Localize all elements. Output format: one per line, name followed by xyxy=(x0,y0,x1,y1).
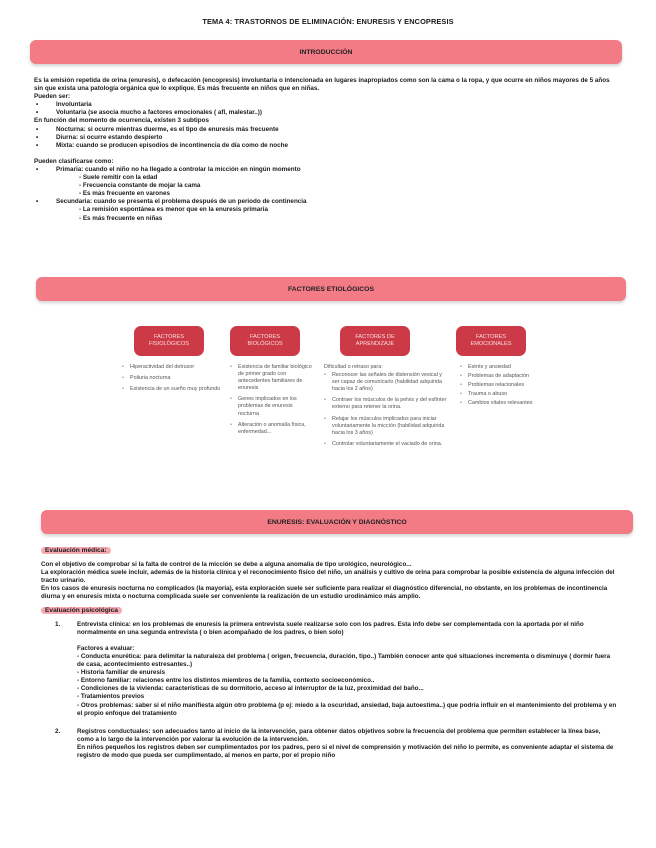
clasificar-label: Pueden clasificarse como: xyxy=(34,157,114,165)
factor-item: • Relajar los músculos implicados para iniciar voluntariamente la micción (habilidad adquirida hacia los 3 años) xyxy=(324,416,448,437)
numbered-item-1 xyxy=(41,621,619,637)
factor-item: • Controlar voluntariamente el vaciado de orina. xyxy=(324,441,448,448)
item-text: Entrevista clínica: en los problemas de enuresis la primera entrevista suele realizarse solo con los padres. Esta info debe ser complementada con la aportada por el niño normalmente en una segunda entrevista ( o bien acompañado de los padres, o bien solo) xyxy=(77,620,584,636)
paragraph: En niños pequeños los registros deben ser cumplimentados por los padres, pero si el nivel de comprensión y motivación del niño lo permite, es conveniente adaptar el sistema de registro de modo que pueda ser cumplimentado, al menos en parte, por el propio niño xyxy=(77,743,614,759)
factor-item: • Existencia de familiar biológico de primer grado con antecedentes familiares de enuresis xyxy=(230,364,312,392)
item-number: 1. xyxy=(55,620,61,628)
factor-item: • Poliuria nocturna xyxy=(122,375,222,382)
evaluacion-psicologica-label: Evaluación psicológica xyxy=(41,607,122,614)
section-title-intro: INTRODUCCIÓN xyxy=(299,48,353,56)
sub-item: - Es más frecuente en varones xyxy=(79,190,170,198)
pueden-ser-label: Pueden ser: xyxy=(34,93,71,101)
sub-item: - Frecuencia constante de mojar la cama xyxy=(79,182,201,190)
factor-evaluar-item: - Otros problemas: saber si el niño manifiesta algún otro problema (p ej: miedo a la oscuridad, ansiedad, baja autoestima..) que podría influir en el mantenimiento del problema y en el propio enfoque del tratamiento xyxy=(77,701,617,717)
list-item-secundaria: • Secundaria: cuando se presenta el problema después de un periodo de continencia xyxy=(34,198,619,206)
factor-box-emocionales: FACTORES EMOCIONALES xyxy=(456,326,526,356)
list-item: • Diurna: si ocurre estando despierto xyxy=(34,134,619,142)
section-banner-factores xyxy=(36,277,626,301)
section-banner-intro xyxy=(30,40,622,64)
evaluacion-medica-label: Evaluación médica: xyxy=(41,547,111,554)
section-banner-evaluacion xyxy=(41,510,633,534)
factor-evaluar-item: - Historia familiar de enuresis xyxy=(77,669,166,677)
factor-item: • Alteración o anomalía física, enfermedad... xyxy=(230,422,312,436)
factores-evaluar-label: Factores a evaluar: xyxy=(77,644,135,652)
sub-item: - Suele remitir con la edad xyxy=(79,174,158,182)
factor-item: • Estrés y ansiedad xyxy=(460,364,560,371)
factor-head: Dificultad o retraso para: xyxy=(324,364,383,370)
item-text: Registros conductuales: son adecuados tanto al inicio de la intervención, para obtener datos objetivos sobre la frecuencia del problema que permiten establecer la línea base, como a lo largo de la intervención por valorar la evolución de la intervención. xyxy=(77,727,601,743)
paragraph: La exploración médica suele incluir, además de la historia clínica y el reconocimiento físico del niño, un análisis y cultivo de orina para comprobar la posible existencia de alguna infección del tracto urinario. xyxy=(41,569,615,585)
numbered-item-2 xyxy=(41,728,619,744)
factor-list-fisiologicos xyxy=(122,364,222,397)
intro-paragraph: Es la emisión repetida de orina (enuresis), o defecación (encopresis) involuntaria o intencionada en lugares inapropiados como son la cama o la ropa, y que ocurre en niños mayores de 5 años sin que exista una patología orgánica que lo explique. Es más frecuente en niños que en niñas. xyxy=(34,77,610,93)
factor-item: • Reconocer las señales de distensión vesical y ser capaz de comunicarlo (habilidad adquirida hacia los 2 años) xyxy=(324,372,448,393)
factor-evaluar-item: - Conducta enurética: para delimitar la naturaleza del problema ( origen, frecuencia, duración, tipo..) También conocer ante qué situaciones incrementa o disminuye ( dormir fuera de casa, acontecimiento estresantes..) xyxy=(77,652,611,669)
paragraph: Con el objetivo de comprobar si la falta de control de la micción se debe a alguna anomalía de tipo urológico, neurológico... xyxy=(41,561,412,569)
factor-item: • Contraer los músculos de la pelvis y del esfínter externo para retener la orina. xyxy=(324,397,448,411)
document-title: TEMA 4: TRASTORNOS DE ELIMINACIÓN: ENURESIS Y ENCOPRESIS xyxy=(202,17,454,26)
list-item-primaria: • Primaria: cuando el niño no ha llegado a controlar la micción en ningún momento xyxy=(34,166,619,174)
factor-item: • Problemas de adaptación xyxy=(460,373,560,380)
factor-box-fisiologicos: FACTORES FISIOLÓGICOS xyxy=(134,326,204,356)
factor-item: • Hiperactividad del detrusor xyxy=(122,364,222,371)
factor-box-aprendizaje: FACTORES DE APRENDIZAJE xyxy=(340,326,410,356)
factor-box-biologicos: FACTORES BIOLÓGICOS xyxy=(230,326,300,356)
list-item: • Mixta: cuando se producen episodios de incontinencia de día como de noche xyxy=(34,142,619,150)
factor-list-emocionales xyxy=(460,364,560,409)
item-number: 2. xyxy=(55,727,61,735)
list-item: • Involuntaria xyxy=(34,101,619,109)
factor-list-biologicos xyxy=(230,364,312,440)
list-item: • Nocturna: si ocurre mientras duerme, es el tipo de enuresis más frecuente xyxy=(34,126,619,134)
intro-text xyxy=(34,77,619,223)
paragraph: En los casos de enuresis nocturna no complicados (la mayoría), esta exploración suele ser suficiente para realizar el diagnóstico diferencial, no obstante, en los problemas de incontinencia diurna y en enuresis mixta o nocturna complicada suele ser conveniente la realización de un estudio urodinámico más amplio. xyxy=(41,585,608,601)
evaluacion-text xyxy=(41,547,619,760)
factor-evaluar-item: - Entorno familiar: relaciones entre los distintos miembros de la familia, contexto socioeconómico.. xyxy=(77,677,375,685)
factor-item: • Genes implicados en los problemas de enuresis nocturna xyxy=(230,396,312,417)
factor-item: • Cambios vitales relevantes xyxy=(460,400,560,407)
factor-evaluar-item: - Tratamientos previos xyxy=(77,693,145,701)
sub-item: - Es más frecuente en niñas xyxy=(79,214,163,222)
factor-evaluar-item: - Condiciones de la vivienda: características de su dormitorio, acceso al interruptor de la luz, proximidad del baño... xyxy=(77,685,424,693)
section-title-factores: FACTORES ETIOLÓGICOS xyxy=(288,285,374,293)
momento-label: En función del momento de ocurrencia, existen 3 subtipos xyxy=(34,117,209,125)
factor-item: • Existencia de un sueño muy profundo xyxy=(122,386,222,393)
sub-item: - La remisión espontánea es menor que en la enuresis primaria xyxy=(79,206,268,214)
factor-item: • Trauma o abuso xyxy=(460,391,560,398)
section-title-evaluacion: ENURESIS: EVALUACIÓN Y DIAGNÓSTICO xyxy=(267,518,407,526)
list-item: • Voluntaria (se asocia mucho a factores emocionales ( afl, malestar..)) xyxy=(34,109,619,117)
factor-item: • Problemas relacionales xyxy=(460,382,560,389)
factor-list-aprendizaje xyxy=(324,364,448,452)
